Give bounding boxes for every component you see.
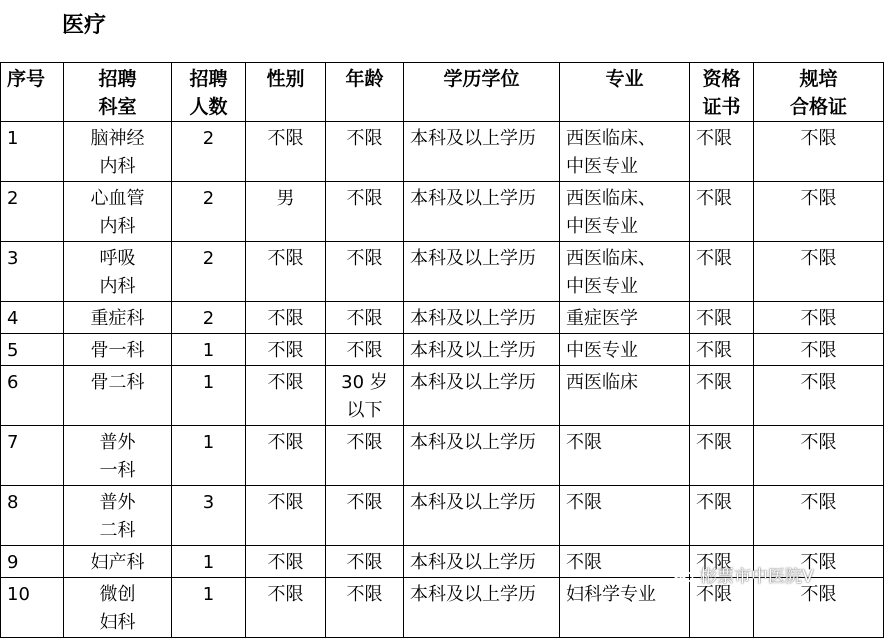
cell-dept: 重症科	[64, 302, 172, 334]
cell-training: 不限	[754, 366, 884, 426]
cell-qualification: 不限	[690, 426, 754, 486]
cell-gender: 不限	[246, 366, 326, 426]
cell-training: 不限	[754, 182, 884, 242]
cell-education: 本科及以上学历	[404, 334, 560, 366]
cell-gender: 不限	[246, 242, 326, 302]
cell-gender: 不限	[246, 546, 326, 578]
cell-education: 本科及以上学历	[404, 366, 560, 426]
cell-training: 不限	[754, 486, 884, 546]
cell-age: 不限	[326, 486, 404, 546]
header-age: 年龄	[326, 63, 404, 122]
cell-dept: 心血管 内科	[64, 182, 172, 242]
table-row	[1, 366, 884, 426]
cell-count: 2	[172, 182, 246, 242]
header-major: 专业	[560, 63, 690, 122]
cell-education: 本科及以上学历	[404, 122, 560, 182]
cell-education: 本科及以上学历	[404, 242, 560, 302]
cell-qualification: 不限	[690, 486, 754, 546]
cell-dept: 妇产科	[64, 546, 172, 578]
table-body	[1, 122, 884, 638]
cell-age: 不限	[326, 334, 404, 366]
watermark	[672, 562, 814, 587]
cell-gender: 不限	[246, 578, 326, 638]
cell-gender: 不限	[246, 334, 326, 366]
cell-qualification: 不限	[690, 302, 754, 334]
cell-major: 中医专业	[560, 334, 690, 366]
cell-age: 不限	[326, 182, 404, 242]
cell-count: 2	[172, 302, 246, 334]
cell-qualification: 不限	[690, 182, 754, 242]
section-title: 医疗	[62, 12, 107, 38]
cell-gender: 不限	[246, 122, 326, 182]
cell-education: 本科及以上学历	[404, 302, 560, 334]
cell-seq: 1	[1, 122, 64, 182]
cell-age: 30 岁 以下	[326, 366, 404, 426]
header-gender: 性别	[246, 63, 326, 122]
cell-major: 西医临床	[560, 366, 690, 426]
table-row	[1, 426, 884, 486]
cell-dept: 普外 一科	[64, 426, 172, 486]
cell-seq: 7	[1, 426, 64, 486]
cell-training: 不限	[754, 302, 884, 334]
cell-dept: 普外 二科	[64, 486, 172, 546]
cell-education: 本科及以上学历	[404, 486, 560, 546]
cell-seq: 4	[1, 302, 64, 334]
table-row	[1, 486, 884, 546]
cell-education: 本科及以上学历	[404, 182, 560, 242]
cell-education: 本科及以上学历	[404, 546, 560, 578]
cell-count: 1	[172, 578, 246, 638]
cell-age: 不限	[326, 546, 404, 578]
cell-gender: 不限	[246, 302, 326, 334]
header-count: 招聘 人数	[172, 63, 246, 122]
cell-training: 不限	[754, 426, 884, 486]
cell-dept: 骨二科	[64, 366, 172, 426]
cell-dept: 呼吸 内科	[64, 242, 172, 302]
cell-major: 不限	[560, 426, 690, 486]
cell-training: 不限	[754, 242, 884, 302]
cell-seq: 8	[1, 486, 64, 546]
cell-qualification: 不限	[690, 546, 754, 578]
table-row	[1, 242, 884, 302]
table-row	[1, 302, 884, 334]
cell-qualification: 不限	[690, 122, 754, 182]
table-row	[1, 334, 884, 366]
cell-count: 1	[172, 334, 246, 366]
cell-training: 不限	[754, 578, 884, 638]
cell-count: 2	[172, 122, 246, 182]
cell-training: 不限	[754, 334, 884, 366]
table-row	[1, 182, 884, 242]
cell-major: 重症医学	[560, 302, 690, 334]
cell-age: 不限	[326, 122, 404, 182]
recruitment-table	[0, 62, 884, 638]
cell-major: 西医临床、 中医专业	[560, 182, 690, 242]
cell-count: 3	[172, 486, 246, 546]
cell-dept: 脑神经 内科	[64, 122, 172, 182]
header-education: 学历学位	[404, 63, 560, 122]
cell-count: 1	[172, 546, 246, 578]
cell-count: 1	[172, 426, 246, 486]
cell-major: 西医临床、 中医专业	[560, 122, 690, 182]
table-row	[1, 122, 884, 182]
cell-training: 不限	[754, 122, 884, 182]
header-training: 规培 合格证	[754, 63, 884, 122]
cell-major: 妇科学专业	[560, 578, 690, 638]
header-qualification: 资格 证书	[690, 63, 754, 122]
cell-dept: 微创 妇科	[64, 578, 172, 638]
cell-count: 2	[172, 242, 246, 302]
cell-seq: 9	[1, 546, 64, 578]
cell-qualification: 不限	[690, 242, 754, 302]
header-seq: 序号	[1, 63, 64, 122]
wechat-icon	[672, 566, 694, 584]
cell-education: 本科及以上学历	[404, 578, 560, 638]
cell-qualification: 不限	[690, 578, 754, 638]
table-header-row	[1, 63, 884, 122]
cell-dept: 骨一科	[64, 334, 172, 366]
watermark-text: 彬票市中医院V	[700, 567, 814, 587]
cell-gender: 不限	[246, 426, 326, 486]
cell-seq: 3	[1, 242, 64, 302]
cell-seq: 2	[1, 182, 64, 242]
cell-seq: 6	[1, 366, 64, 426]
cell-major: 不限	[560, 546, 690, 578]
cell-age: 不限	[326, 302, 404, 334]
cell-gender: 男	[246, 182, 326, 242]
cell-age: 不限	[326, 578, 404, 638]
cell-count: 1	[172, 366, 246, 426]
cell-major: 西医临床、 中医专业	[560, 242, 690, 302]
cell-qualification: 不限	[690, 334, 754, 366]
cell-education: 本科及以上学历	[404, 426, 560, 486]
cell-age: 不限	[326, 242, 404, 302]
cell-major: 不限	[560, 486, 690, 546]
cell-qualification: 不限	[690, 366, 754, 426]
cell-gender: 不限	[246, 486, 326, 546]
cell-seq: 5	[1, 334, 64, 366]
header-dept: 招聘 科室	[64, 63, 172, 122]
cell-training: 不限	[754, 546, 884, 578]
cell-seq: 10	[1, 578, 64, 638]
cell-age: 不限	[326, 426, 404, 486]
